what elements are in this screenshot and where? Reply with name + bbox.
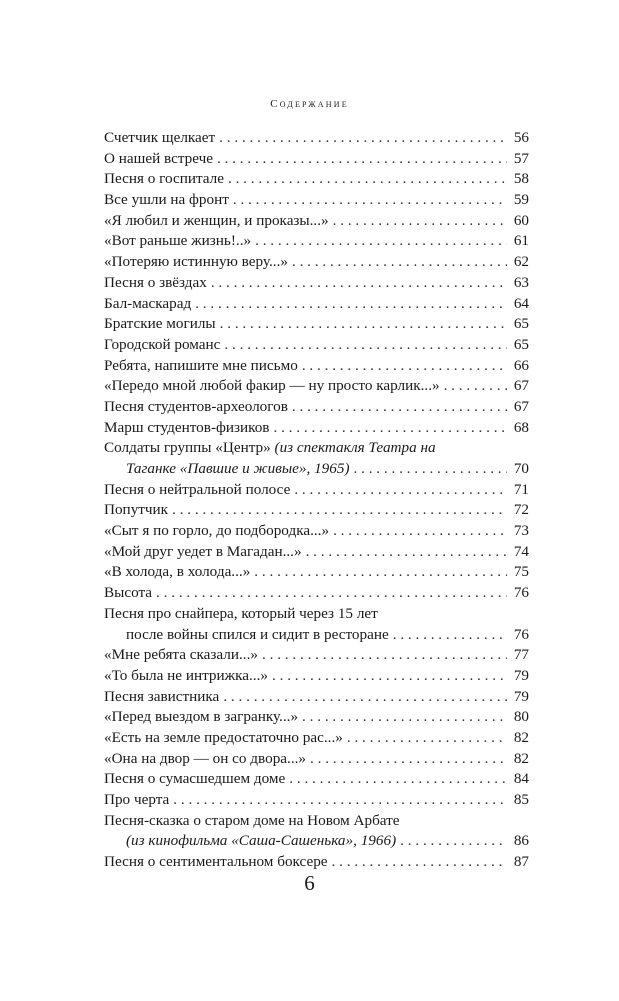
entry-page-number: 82 [513,749,529,767]
entry-title: «Передо мной любой факир — ну просто карлик...» [104,377,440,395]
leader-dots [219,128,507,149]
entry-title: «Я любил и женщин, и проказы...» [104,211,329,229]
table-of-contents [104,128,529,873]
entry-title: Песня-сказка о старом доме на Новом Арбате [104,811,400,829]
entry-page-number: 71 [513,480,529,498]
entry-page-number: 59 [513,191,529,209]
entry-title-continuation: после войны спился и сидит в ресторане [126,625,389,643]
leader-dots [333,211,507,232]
entry-page-number: 65 [513,315,529,333]
leader-dots [444,376,507,397]
entry-page-number: 79 [513,687,529,705]
toc-entry[interactable] [104,149,529,170]
contents-heading: Содержание [270,98,349,110]
entry-title: Песня студентов-археологов [104,397,288,415]
entry-title: Песня завистника [104,687,220,705]
entry-page-number: 75 [513,563,529,581]
leader-dots [224,335,507,356]
entry-title: Солдаты группы «Центр» [104,439,271,457]
entry-page-number: 79 [513,666,529,684]
toc-entry[interactable] [104,769,529,790]
leader-dots [255,231,507,252]
entry-page-number: 68 [513,418,529,436]
entry-title: «Мой друг уедет в Магадан...» [104,542,302,560]
entry-title: Песня про снайпера, который через 15 лет [104,604,378,622]
toc-entry[interactable] [104,376,529,397]
entry-title: Песня о нейтральной полосе [104,480,291,498]
leader-dots [393,625,507,646]
leader-dots [302,707,507,728]
leader-dots [310,749,507,770]
leader-dots [289,769,507,790]
entry-title: Счетчик щелкает [104,129,216,146]
entry-page-number: 84 [513,770,529,788]
entry-title-continuation: (из кинофильма «Саша-Сашенька», 1966) [126,832,397,850]
toc-entry[interactable] [104,790,529,811]
entry-note-continuation: Таганке «Павшие и живые», 1965) [126,460,350,477]
toc-entry[interactable] [104,583,529,604]
toc-entry[interactable] [104,438,529,479]
entry-title: Городской романс [104,335,221,353]
leader-dots [294,480,507,501]
leader-dots [211,273,507,294]
entry-page-number: 64 [513,294,529,312]
entry-title: Песня о звёздах [104,273,207,291]
entry-title: Песня о сентиментальном боксере [104,853,328,871]
leader-dots [220,314,507,335]
leader-dots [332,852,507,873]
leader-dots [292,252,507,273]
toc-entry[interactable] [104,811,529,852]
leader-dots [233,190,507,211]
toc-entry[interactable] [104,190,529,211]
toc-entry[interactable] [104,666,529,687]
toc-entry[interactable] [104,356,529,377]
entry-page-number: 63 [513,273,529,291]
entry-page-number: 73 [513,522,529,540]
entry-title: «Она на двор — он со двора...» [104,749,307,767]
leader-dots [262,645,507,666]
toc-entry[interactable] [104,500,529,521]
entry-title: Братские могилы [104,315,216,333]
toc-entry[interactable] [104,645,529,666]
toc-entry[interactable] [104,418,529,439]
entry-title: Песня о госпитале [104,170,224,188]
entry-title: Все ушли на фронт [104,191,229,209]
entry-title: «Мне ребята сказали...» [104,646,258,664]
leader-dots [223,687,507,708]
entry-page-number: 65 [513,335,529,353]
entry-page-number: 62 [513,253,529,271]
entry-page-number: 66 [513,356,529,374]
toc-entry[interactable] [104,521,529,542]
entry-title: Бал-маскарад [104,294,192,312]
entry-title: «Есть на земле предостаточно рас...» [104,728,343,746]
leader-dots [306,542,507,563]
toc-entry[interactable] [104,169,529,190]
toc-entry[interactable] [104,335,529,356]
entry-title: Попутчик [104,501,169,519]
entry-title: «Потеряю истинную веру...» [104,253,288,271]
toc-entry[interactable] [104,397,529,418]
entry-title: Песня о сумасшедшем доме [104,770,286,788]
toc-entry[interactable] [104,852,529,873]
leader-dots [195,294,507,315]
entry-page-number: 56 [513,129,529,146]
entry-title: Ребята, напишите мне письмо [104,356,298,374]
toc-entry[interactable] [104,231,529,252]
leader-dots [354,459,507,480]
toc-entry[interactable] [104,273,529,294]
entry-page-number: 58 [513,170,529,188]
toc-entry[interactable] [104,562,529,583]
entry-page-number: 87 [513,853,529,871]
entry-title: «То была не интрижка...» [104,666,268,684]
entry-page-number: 60 [513,211,529,229]
toc-entry[interactable] [104,749,529,770]
leader-dots [292,397,507,418]
leader-dots [173,790,507,811]
toc-entry[interactable] [104,252,529,273]
entry-title: «Перед выездом в загранку...» [104,708,299,726]
entry-title: О нашей встрече [104,149,213,167]
leader-dots [228,169,507,190]
leader-dots [400,831,507,852]
entry-title: «В холода, в холода...» [104,563,251,581]
toc-entry[interactable] [104,728,529,749]
entry-title: Про черта [104,791,170,808]
leader-dots [172,500,507,521]
toc-entry[interactable] [104,294,529,315]
toc-entry[interactable] [104,314,529,335]
entry-page-number: 86 [513,832,529,850]
leader-dots [217,149,507,170]
entry-page-number: 77 [513,646,529,664]
leader-dots [156,583,507,604]
toc-entry[interactable] [104,542,529,563]
entry-page-number: 57 [513,149,529,167]
leader-dots [254,562,507,583]
toc-entry[interactable] [104,128,529,149]
entry-page-number: 72 [513,501,529,519]
entry-page-number: 85 [513,791,529,808]
entry-page-number: 67 [513,377,529,395]
entry-title: «Сыт я по горло, до подбородка...» [104,522,330,540]
entry-title: Высота [104,584,153,602]
entry-page-number: 70 [513,460,529,477]
leader-dots [302,356,507,377]
toc-entry[interactable] [104,687,529,708]
entry-page-number: 76 [513,625,529,643]
leader-dots [333,521,507,542]
leader-dots [273,418,507,439]
leader-dots [272,666,507,687]
toc-entry[interactable] [104,480,529,501]
entry-note: (из спектакля Театра на [274,439,436,457]
entry-title: Марш студентов-физиков [104,418,270,436]
leader-dots [347,728,507,749]
toc-entry[interactable] [104,604,529,645]
toc-entry[interactable] [104,211,529,232]
entry-page-number: 76 [513,584,529,602]
entry-page-number: 82 [513,728,529,746]
entry-page-number: 67 [513,397,529,415]
entry-page-number: 80 [513,708,529,726]
page-number-folio: 6 [304,871,315,895]
entry-title: «Вот раньше жизнь!..» [104,232,252,250]
entry-page-number: 61 [513,232,529,250]
toc-entry[interactable] [104,707,529,728]
entry-page-number: 74 [513,542,529,560]
